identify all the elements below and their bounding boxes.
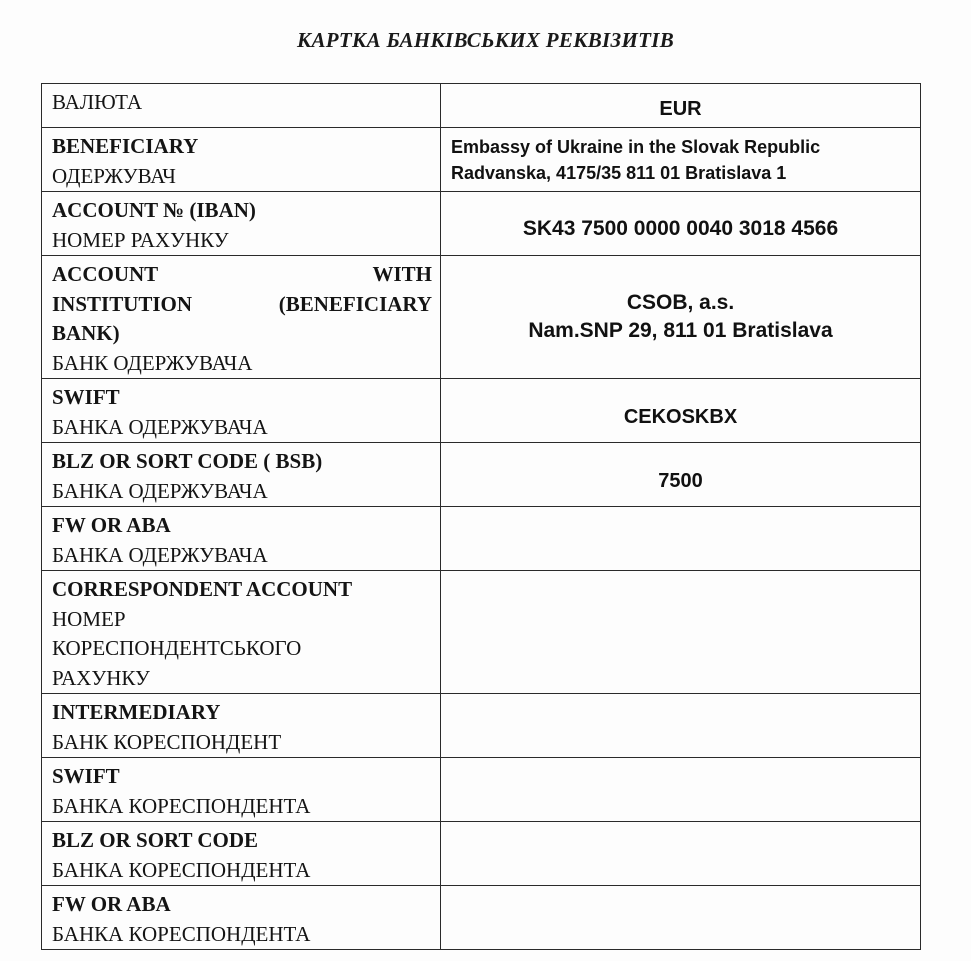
value-cell: [441, 192, 921, 256]
value-cell-empty: [441, 758, 921, 822]
value-iban: SK43 7500 0000 0040 3018 4566: [522, 216, 839, 240]
value-bank-name: CSOB, a.s.: [626, 291, 735, 314]
value-sort-code: 7500: [658, 470, 703, 492]
label-cell: [42, 84, 441, 128]
table-row-currency: [42, 84, 921, 128]
value-cell: [441, 256, 921, 379]
label-ua: НОМЕР РАХУНКУ: [52, 227, 229, 252]
label-en: CORRESPONDENT ACCOUNT: [52, 577, 353, 601]
value-cell: [441, 128, 921, 192]
label-en-line: INSTITUTION (BENEFICIARY: [52, 291, 432, 316]
label-en: BLZ OR SORT CODE ( BSB): [52, 449, 323, 473]
label-ua: БАНК ОДЕРЖУВАЧА: [52, 350, 253, 375]
table-row-beneficiary-bank: [42, 256, 921, 379]
table-row-sort-code: [42, 443, 921, 507]
table-row-correspondent-fw-aba: [42, 886, 921, 950]
value-cell-empty: [441, 886, 921, 950]
table-row-swift: [42, 379, 921, 443]
label-cell: [42, 379, 441, 443]
label-ua-line: РАХУНКУ: [52, 665, 150, 690]
label-ua: БАНКА ОДЕРЖУВАЧА: [52, 478, 268, 503]
label-ua: ОДЕРЖУВАЧ: [52, 163, 176, 188]
label-cell: [42, 571, 441, 694]
label-ua: БАНКА КОРЕСПОНДЕНТА: [52, 793, 311, 818]
label-en: BLZ OR SORT CODE: [52, 828, 259, 852]
table-row-intermediary: [42, 694, 921, 758]
label-cell: [42, 694, 441, 758]
value-bank-address: Nam.SNP 29, 811 01 Bratislava: [528, 319, 833, 342]
label-en: ACCOUNT № (IBAN): [52, 198, 256, 222]
value-currency: EUR: [659, 98, 702, 120]
label-cell: [42, 192, 441, 256]
label-en: SWIFT: [52, 385, 120, 409]
value-cell-empty: [441, 694, 921, 758]
label-ua: БАНК КОРЕСПОНДЕНТ: [52, 729, 282, 754]
value-cell: [441, 379, 921, 443]
table-row-iban: [42, 192, 921, 256]
label-ua: БАНКА ОДЕРЖУВАЧА: [52, 414, 268, 439]
table-row-correspondent-account: [42, 571, 921, 694]
value-cell-empty: [441, 822, 921, 886]
label-en: SWIFT: [52, 764, 120, 788]
label-en: FW OR ABA: [52, 892, 171, 916]
label-ua-line: НОМЕР: [52, 606, 126, 631]
value-swift: CEKOSKBX: [623, 406, 738, 428]
table-row-beneficiary: [42, 128, 921, 192]
label-en-line: ACCOUNT WITH: [52, 262, 432, 286]
value-beneficiary-name: Embassy of Ukraine in the Slovak Republic: [451, 136, 821, 157]
label-en: FW OR ABA: [52, 513, 171, 537]
value-beneficiary-address: Radvanska, 4175/35 811 01 Bratislava 1: [451, 162, 787, 183]
label-ua: БАНКА КОРЕСПОНДЕНТА: [52, 921, 311, 946]
value-cell-empty: [441, 571, 921, 694]
label-ua: БАНКА КОРЕСПОНДЕНТА: [52, 857, 311, 882]
value-cell: [441, 443, 921, 507]
table-row-correspondent-sort-code: [42, 822, 921, 886]
label-cell: [42, 758, 441, 822]
bank-requisites-table: [41, 83, 921, 950]
label-cell: [42, 256, 441, 379]
value-cell: [441, 84, 921, 128]
label-cell: [42, 128, 441, 192]
value-cell-empty: [441, 507, 921, 571]
label-en-line: BANK): [52, 321, 120, 345]
table-row-correspondent-swift: [42, 758, 921, 822]
label-cell: [42, 886, 441, 950]
label-cell: [42, 507, 441, 571]
label-cell: [42, 443, 441, 507]
label-cell: [42, 822, 441, 886]
document-title: КАРТКА БАНКІВСЬКИХ РЕКВІЗИТІВ: [296, 28, 675, 52]
label-ua: ВАЛЮТА: [52, 90, 143, 114]
label-ua: БАНКА ОДЕРЖУВАЧА: [52, 542, 268, 567]
label-en: BENEFICIARY: [52, 134, 199, 158]
label-ua-line: КОРЕСПОНДЕНТСЬКОГО: [52, 636, 302, 660]
table-row-fw-aba: [42, 507, 921, 571]
label-en: INTERMEDIARY: [52, 700, 221, 724]
